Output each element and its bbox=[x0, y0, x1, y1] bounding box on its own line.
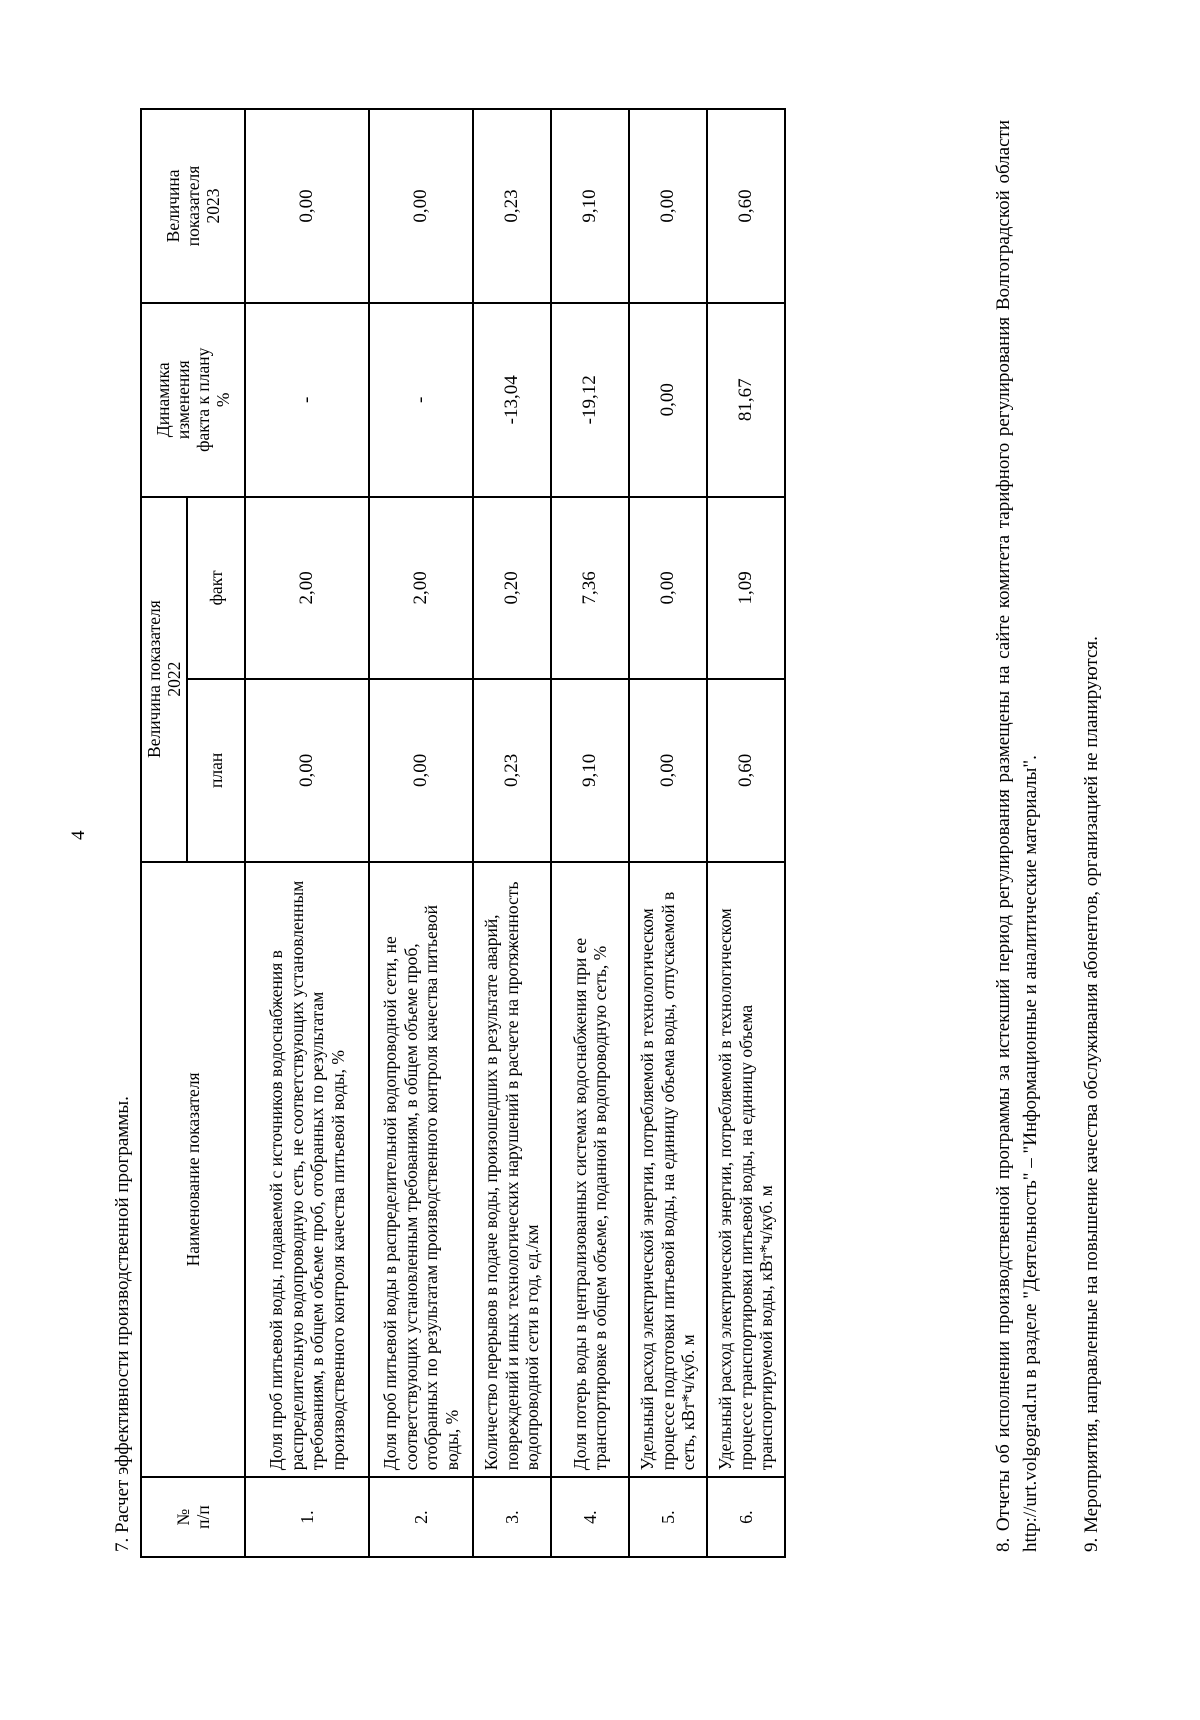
row-fact: 0,20 bbox=[473, 497, 551, 679]
row-dynamics: - bbox=[369, 303, 473, 497]
row-number: 5. bbox=[629, 1477, 707, 1557]
header-value-2022-text: Величина показателя 2022 bbox=[144, 600, 184, 758]
header-value-2023 bbox=[141, 109, 245, 303]
header-num bbox=[141, 1477, 245, 1557]
paragraph-9: 9. Мероприятия, направленные на повышение качества обслуживания абонентов, организацией не планируются. bbox=[1081, 636, 1102, 1552]
row-number: 6. bbox=[707, 1477, 785, 1557]
table-row bbox=[707, 109, 785, 1557]
section-title: 7. Расчет эффективности производственной программы. bbox=[112, 1096, 133, 1552]
header-plan bbox=[187, 679, 245, 861]
row-name: Доля потерь воды в централизованных системах водоснабжения при ее транспортировке в общем объеме, поданной в водопроводную сеть, % bbox=[551, 862, 629, 1478]
header-name bbox=[141, 862, 245, 1478]
table-row bbox=[629, 109, 707, 1557]
table-row bbox=[245, 109, 369, 1557]
row-name: Удельный расход электрической энергии, потребляемой в технологическом процессе подготовки питьевой воды, на единицу объема воды, отпускаемой в сеть, кВт*ч/куб. м bbox=[629, 862, 707, 1478]
header-dynamics-text: Динамика изменения факта к плану % bbox=[153, 347, 233, 452]
table-row bbox=[473, 109, 551, 1557]
table-row bbox=[551, 109, 629, 1557]
row-value-2023: 0,00 bbox=[245, 109, 369, 303]
table-row bbox=[369, 109, 473, 1557]
row-dynamics: 81,67 bbox=[707, 303, 785, 497]
paragraph-8: 8. Отчеты об исполнении производственной программы за истекший период регулирования размещены на сайте комитета тарифного регулирования Волгоградской области http://urt.volgograd.ru в разделе "Деятельность" – "Информационные и аналитические материалы". bbox=[993, 120, 1041, 1552]
row-plan: 0,00 bbox=[629, 679, 707, 861]
row-plan: 0,00 bbox=[245, 679, 369, 861]
row-name: Удельный расход электрической энергии, потребляемой в технологическом процессе транспортировки питьевой воды, на единицу объема транспортируемой воды, кВт*ч/куб. м bbox=[707, 862, 785, 1478]
row-fact: 2,00 bbox=[369, 497, 473, 679]
row-plan: 9,10 bbox=[551, 679, 629, 861]
row-dynamics: - bbox=[245, 303, 369, 497]
row-number: 3. bbox=[473, 1477, 551, 1557]
row-fact: 2,00 bbox=[245, 497, 369, 679]
header-num-text: № п/п bbox=[173, 1505, 213, 1529]
page-number: 4 bbox=[68, 830, 89, 840]
row-fact: 0,00 bbox=[629, 497, 707, 679]
header-fact bbox=[187, 497, 245, 679]
header-value-2023-text: Величина показателя 2023 bbox=[163, 165, 223, 247]
row-dynamics: 0,00 bbox=[629, 303, 707, 497]
row-name: Доля проб питьевой воды в распределительной водопроводной сети, не соответствующих установленным требованиям, в общем объеме проб, отобранных по результатам производственного контроля качества питьевой воды, % bbox=[369, 862, 473, 1478]
row-name: Количество перерывов в подаче воды, произошедших в результате аварий, повреждений и иных технологических нарушений в расчете на протяженность водопроводной сети в год, ед./км bbox=[473, 862, 551, 1478]
row-plan: 0,60 bbox=[707, 679, 785, 861]
row-value-2023: 0,23 bbox=[473, 109, 551, 303]
row-value-2023: 9,10 bbox=[551, 109, 629, 303]
header-fact-text: факт bbox=[206, 570, 226, 606]
row-dynamics: -13,04 bbox=[473, 303, 551, 497]
row-plan: 0,23 bbox=[473, 679, 551, 861]
row-value-2023: 0,60 bbox=[707, 109, 785, 303]
row-dynamics: -19,12 bbox=[551, 303, 629, 497]
row-fact: 1,09 bbox=[707, 497, 785, 679]
header-plan-text: план bbox=[206, 752, 226, 788]
row-number: 2. bbox=[369, 1477, 473, 1557]
header-dynamics bbox=[141, 303, 245, 497]
row-plan: 0,00 bbox=[369, 679, 473, 861]
header-name-text: Наименование показателя bbox=[183, 1072, 203, 1267]
efficiency-table bbox=[140, 108, 786, 1558]
row-number: 1. bbox=[245, 1477, 369, 1557]
row-number: 4. bbox=[551, 1477, 629, 1557]
row-value-2023: 0,00 bbox=[369, 109, 473, 303]
row-fact: 7,36 bbox=[551, 497, 629, 679]
row-name: Доля проб питьевой воды, подаваемой с источников водоснабжения в распределительную водопроводную сеть, не соответствующих установленным требованиям, в общем объеме проб, отобранных по результатам производственного контроля качества питьевой воды, % bbox=[245, 862, 369, 1478]
header-value-2022 bbox=[141, 497, 187, 862]
row-value-2023: 0,00 bbox=[629, 109, 707, 303]
